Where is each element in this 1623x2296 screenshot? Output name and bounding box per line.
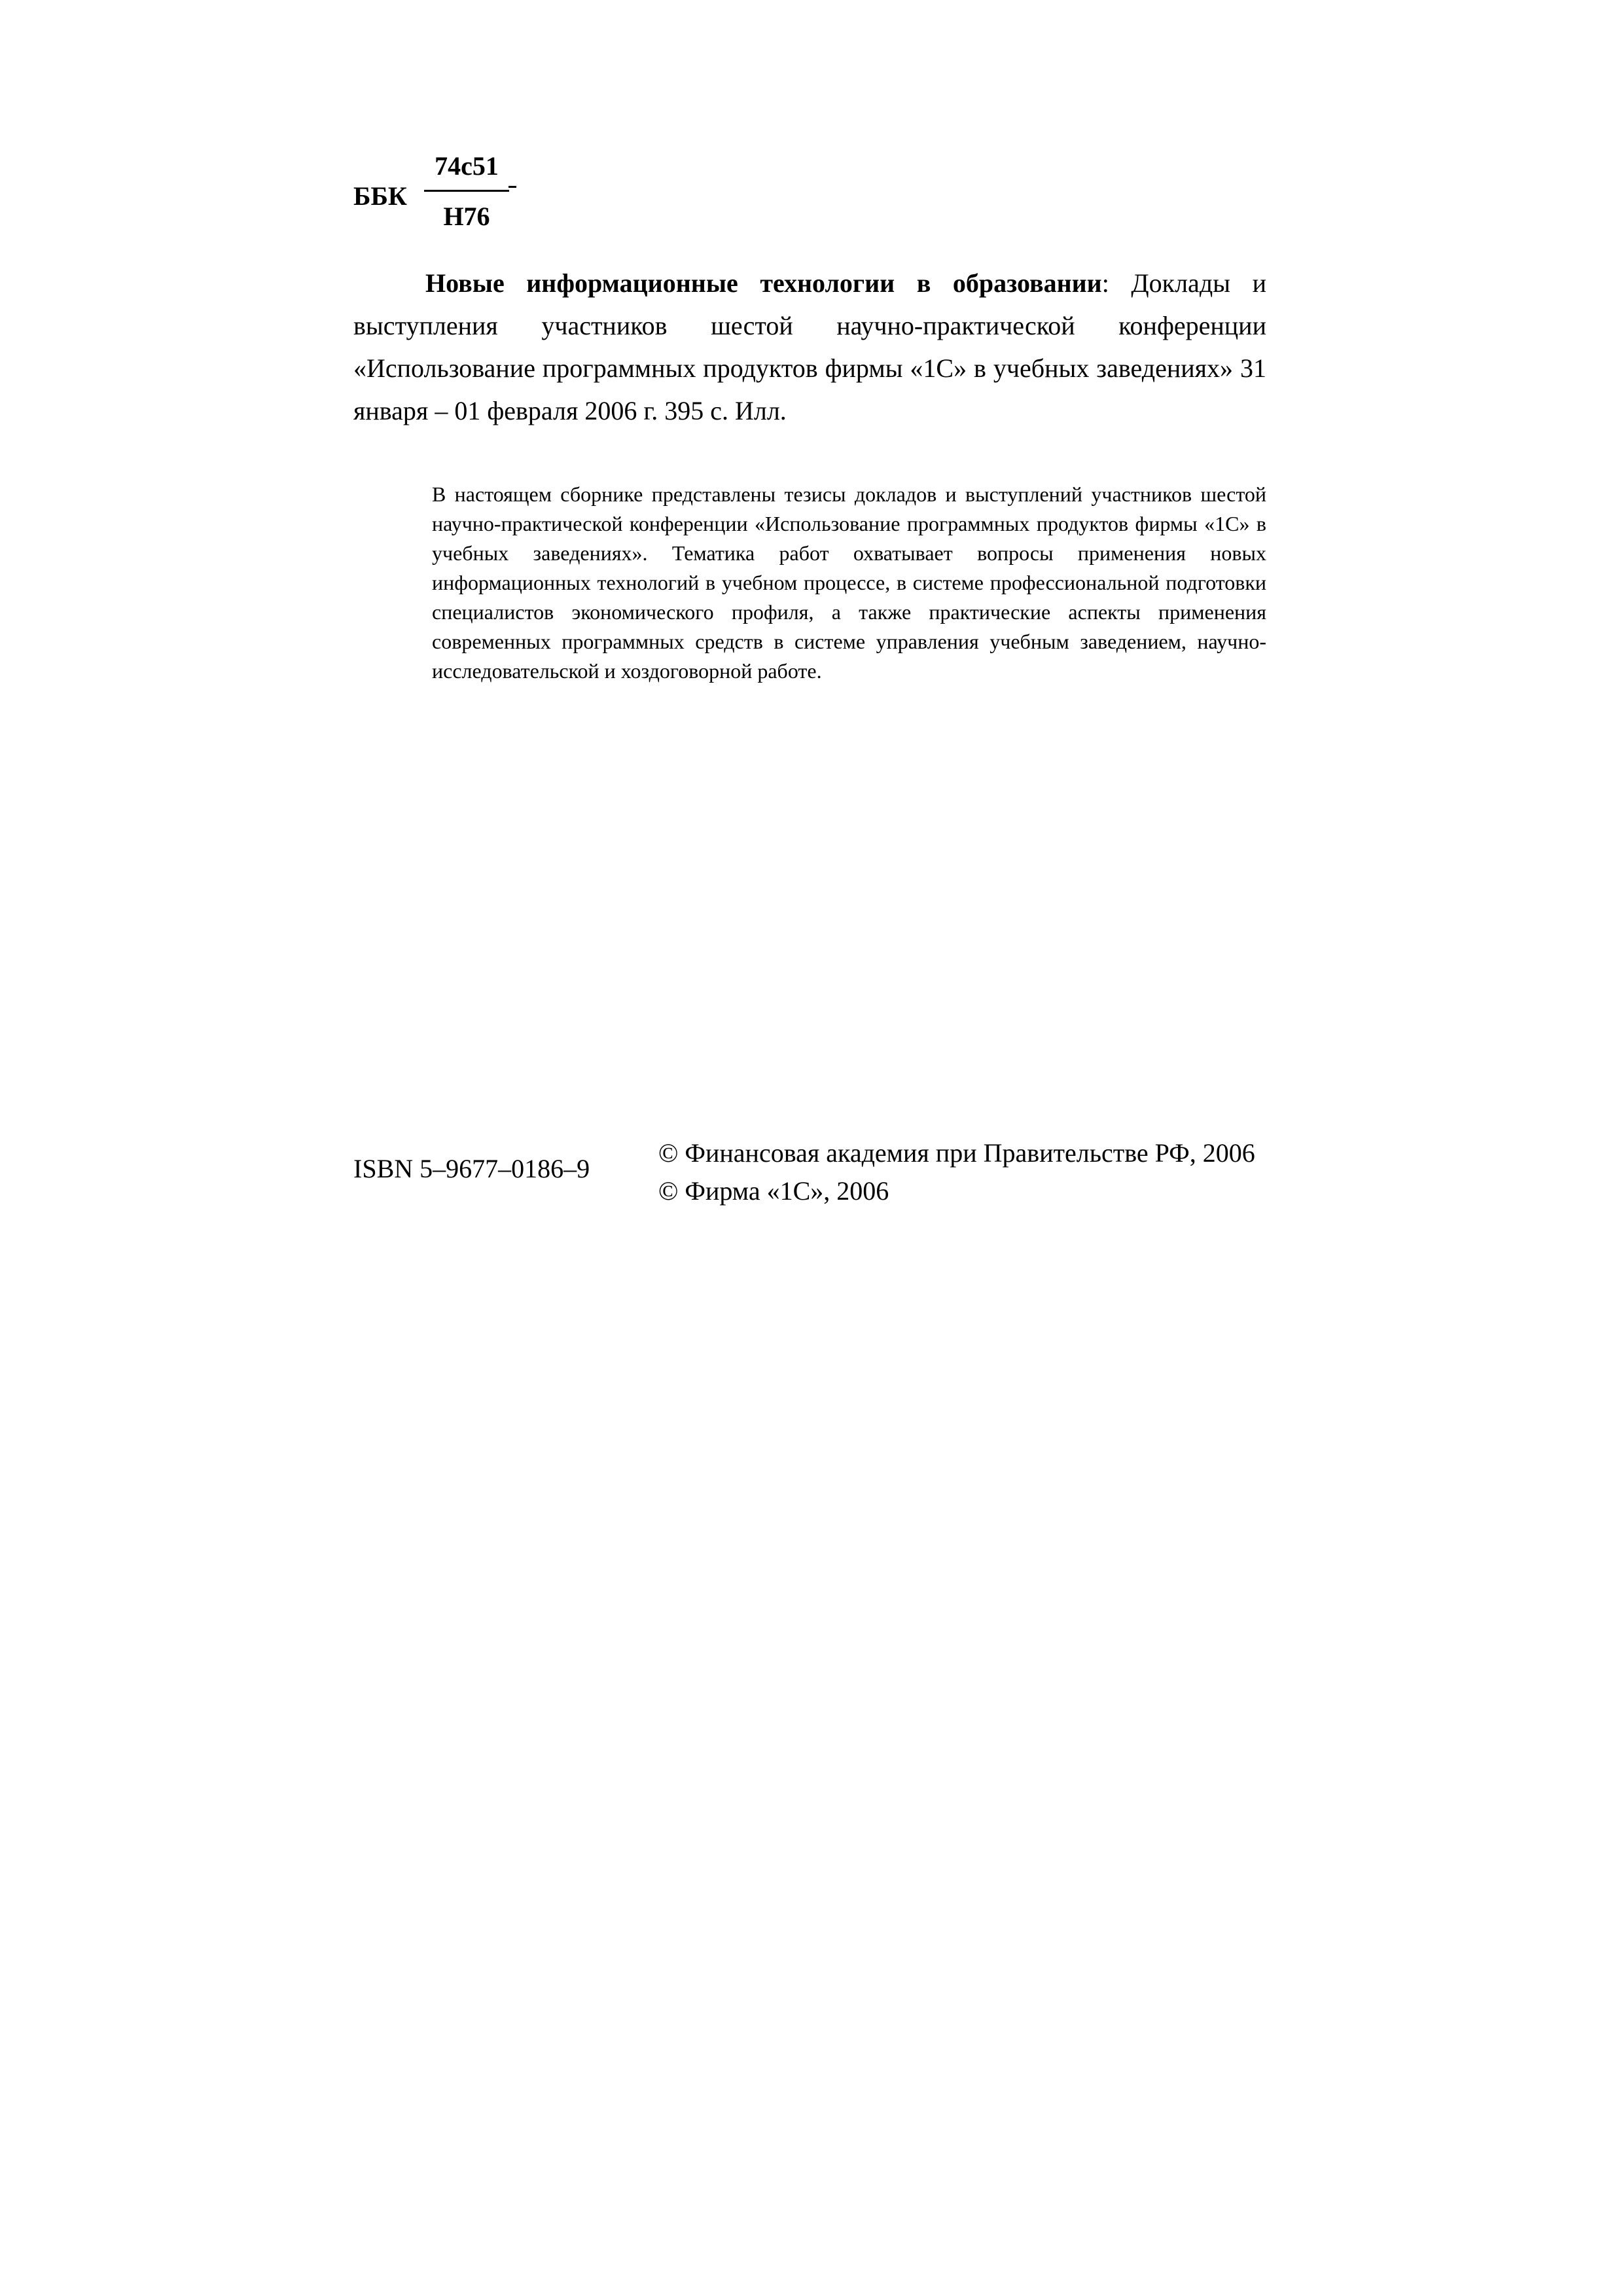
bbk-fraction: [424, 149, 509, 234]
abstract-text: В настоящем сборнике представлены тезисы докладов и выступлений участников шестой научно-практической конференции «Использование программных продуктов фирмы «1С» в учебных заведениях». Тематика работ охватывает вопросы применения новых информационных технологий в учебном процессе, в системе профессиональной подготовки специалистов экономического профиля, а также практические аспекты применения современных программных средств в системе управления учебным заведением, научно-исследовательской и хоздоговорной работе.: [432, 482, 1266, 683]
copyright-line: © Финансовая академия при Правительстве РФ, 2006: [658, 1138, 1255, 1168]
bibliographic-description: [353, 262, 1266, 432]
bbk-numerator: 74с51: [435, 151, 499, 181]
copyright-line: © Фирма «1С», 2006: [658, 1176, 889, 1206]
bbk-denominator: Н76: [443, 202, 490, 231]
book-title: Новые информационные технологии в образовании: [425, 268, 1102, 298]
isbn: ISBN 5–9677–0186–9: [353, 1154, 590, 1183]
bbk-label: ББК: [353, 181, 407, 211]
bbk-dash: [508, 186, 516, 188]
bbk-fraction-line: [424, 190, 509, 192]
copyright-block: [658, 1134, 1255, 1210]
book-details: : Доклады и выступления участников шестой научно-практической конференции «Использование программных продуктов фирмы «1С» в учебных заведениях» 31 января – 01 февраля 2006 г. 395 с. Илл.: [353, 268, 1266, 425]
